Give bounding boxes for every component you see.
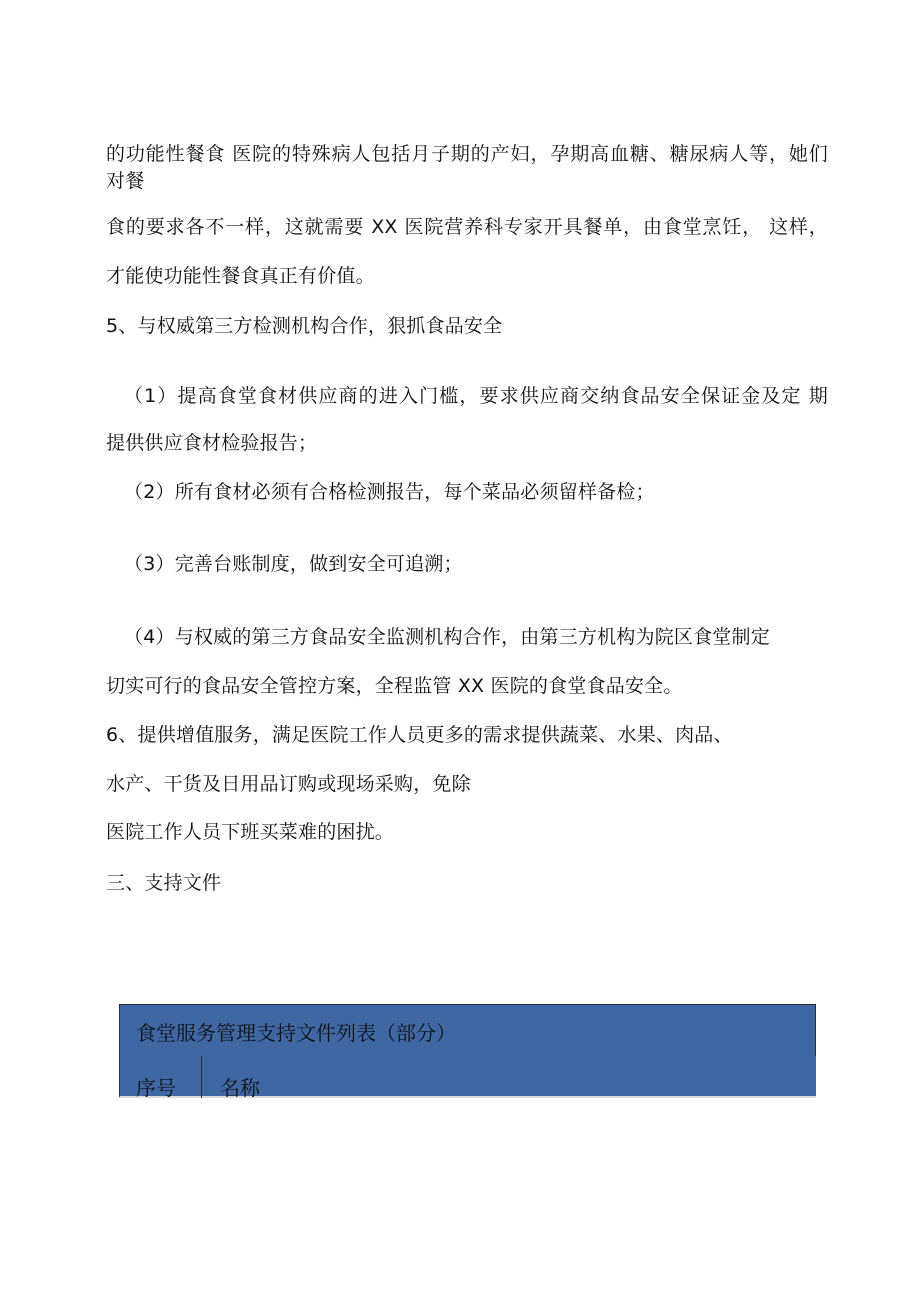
paragraph-line: 食的要求各不一样，这就需要 XX 医院营养科专家开具餐单，由食堂烹饪， 这样， [106, 216, 828, 238]
column-divider [201, 1056, 202, 1098]
table-title-row [119, 1004, 816, 1056]
paragraph-line: 提供供应食材检验报告； [106, 432, 318, 454]
column-header-name: 名称 [220, 1076, 260, 1100]
paragraph-line: （2）所有食材必须有合格检测报告，每个菜品必须留样备检； [124, 481, 655, 503]
section-heading: 6、提供增值服务，满足医院工作人员更多的需求提供蔬菜、水果、肉品、 [106, 724, 733, 746]
paragraph-line: （4）与权威的第三方食品安全监测机构合作，由第三方机构为院区食堂制定 [124, 626, 770, 648]
support-documents-table [119, 1004, 816, 1098]
paragraph-line: 才能使功能性餐食真正有价值。 [106, 265, 375, 287]
table-title: 食堂服务管理支持文件列表（部分） [136, 1021, 456, 1045]
paragraph-line: 医院工作人员下班买菜难的困扰。 [106, 821, 395, 843]
section-heading: 5、与权威第三方检测机构合作，狠抓食品安全 [106, 315, 503, 337]
paragraph-line: 水产、干货及日用品订购或现场采购，免除 [106, 773, 471, 795]
paragraph-line: 切实可行的食品安全管控方案，全程监管 XX 医院的食堂食品安全。 [106, 675, 683, 697]
paragraph-line: （1）提高食堂食材供应商的进入门槛，要求供应商交纳食品安全保证金及定 期 [124, 385, 828, 407]
column-header-seq: 序号 [136, 1076, 176, 1100]
paragraph-line: （3）完善台账制度，做到安全可追溯； [124, 553, 463, 575]
table-header-row [119, 1056, 816, 1098]
paragraph-line: 对餐 [106, 170, 145, 192]
section-heading: 三、支持文件 [106, 872, 222, 894]
paragraph-line: 的功能性餐食 医院的特殊病人包括月子期的产妇，孕期高血糖、糖尿病人等，她们 [106, 143, 828, 165]
